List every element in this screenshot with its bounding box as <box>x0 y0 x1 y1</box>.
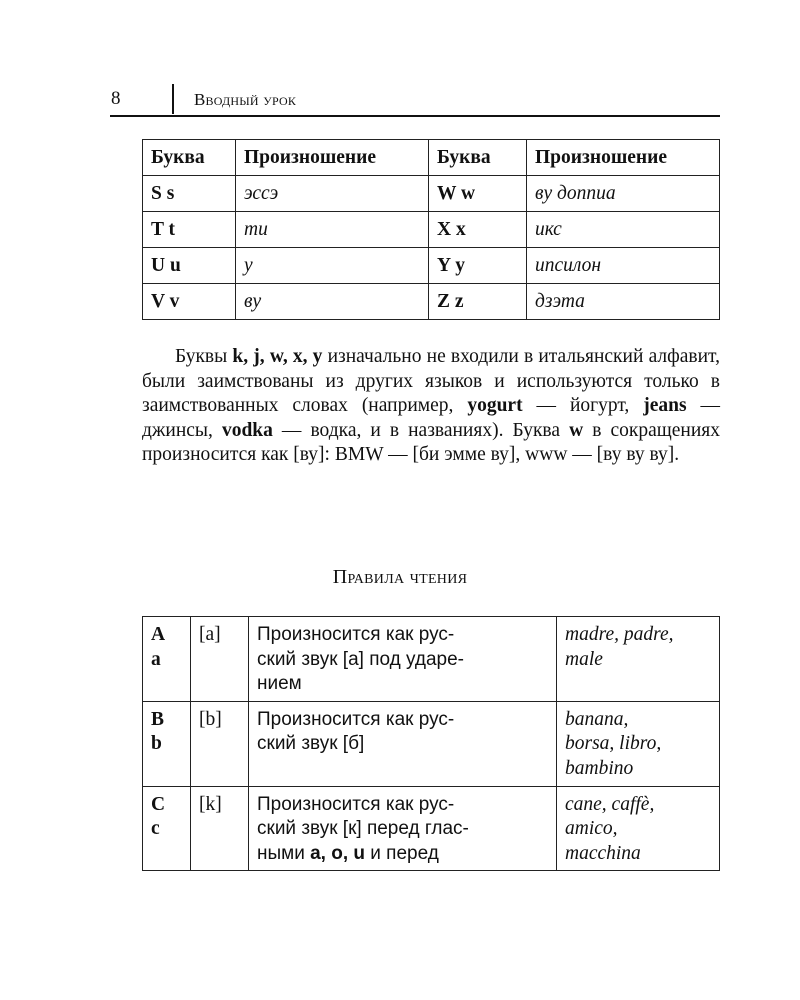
example-letter: w <box>569 419 584 441</box>
table-row <box>143 786 720 871</box>
letter-cell: T t <box>143 212 236 248</box>
examples-cell: cane, caffè, amico, macchina <box>557 786 720 871</box>
pronunciation-cell: ипсилон <box>527 248 720 284</box>
pronunciation-cell: ву доппиа <box>527 176 720 212</box>
header-divider <box>172 84 174 114</box>
examples-cell: madre, padre, male <box>557 617 720 702</box>
vowels-emphasis: a, o, u <box>310 842 366 864</box>
column-header: Произношение <box>236 140 429 176</box>
letter-cell: A a <box>143 617 191 702</box>
table-row <box>143 212 720 248</box>
table-header-row <box>143 140 720 176</box>
letter-cell: C c <box>143 786 191 871</box>
column-header: Буква <box>429 140 527 176</box>
sound-cell: [a] <box>191 617 249 702</box>
letter-cell: U u <box>143 248 236 284</box>
column-header: Буква <box>143 140 236 176</box>
section-title: Правила чтения <box>332 566 468 588</box>
pronunciation-cell: ти <box>236 212 429 248</box>
sound-cell: [k] <box>191 786 249 871</box>
table-row <box>143 248 720 284</box>
pronunciation-cell: эссэ <box>236 176 429 212</box>
pronunciation-cell: у <box>236 248 429 284</box>
table-row <box>143 701 720 786</box>
page-number: 8 <box>111 88 121 109</box>
description-cell: Произносится как рус- ский звук [а] под ударе- нием <box>249 617 557 702</box>
intro-paragraph: Буквы k, j, w, x, y изначально не входили в итальянский алфавит, были заимствованы из других языков и используются только в заимствованных словах (например, yogurt — йогурт, jeans — джинсы, vodka — водка, и в названиях). Буква w в сокращениях произносится как [ву]: BMW — [би эмме ву], www — [ву ву ву]. <box>142 346 721 466</box>
pronunciation-cell: икс <box>527 212 720 248</box>
letter-cell: Y y <box>429 248 527 284</box>
letter-cell: W w <box>429 176 527 212</box>
table-row <box>143 176 720 212</box>
letter-cell: V v <box>143 284 236 320</box>
alphabet-table <box>142 139 720 320</box>
example-word: yogurt <box>467 395 523 417</box>
reading-rules-table <box>142 616 720 871</box>
running-header-title: Вводный урок <box>194 90 297 109</box>
letter-cell: S s <box>143 176 236 212</box>
table-row <box>143 617 720 702</box>
description-cell: Произносится как рус- ский звук [к] перед глас- ными a, o, u и перед <box>249 786 557 871</box>
example-word: jeans <box>643 395 687 417</box>
description-cell: Произносится как рус- ский звук [б] <box>249 701 557 786</box>
column-header: Произношение <box>527 140 720 176</box>
borrowed-letters: k, j, w, x, y <box>232 346 323 367</box>
letter-cell: Z z <box>429 284 527 320</box>
letter-cell: B b <box>143 701 191 786</box>
example-word: vodka <box>221 419 273 441</box>
examples-cell: banana, borsa, libro, bambino <box>557 701 720 786</box>
pronunciation-cell: ву <box>236 284 429 320</box>
sound-cell: [b] <box>191 701 249 786</box>
pronunciation-cell: дзэта <box>527 284 720 320</box>
header-rule <box>110 115 720 117</box>
letter-cell: X x <box>429 212 527 248</box>
table-row <box>143 284 720 320</box>
